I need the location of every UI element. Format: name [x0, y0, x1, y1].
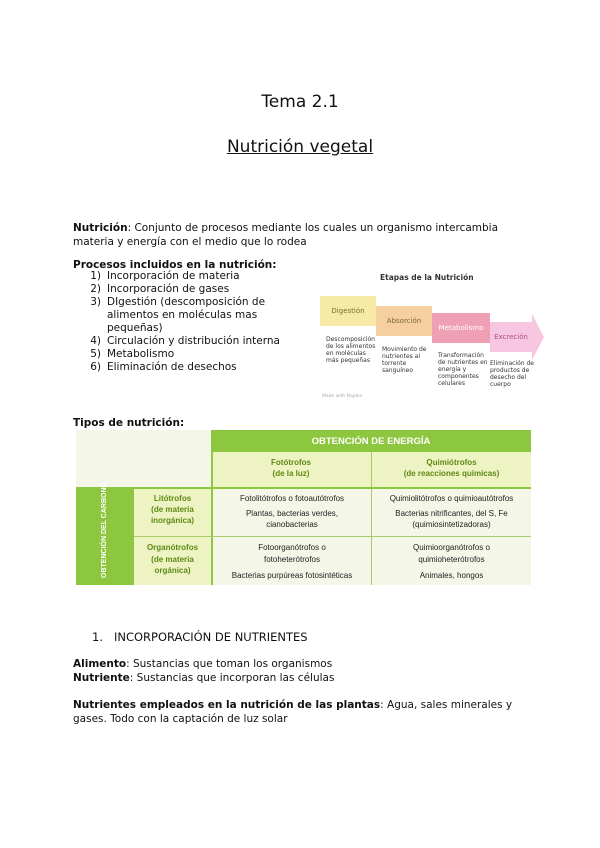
row1-subtitle: (de materia [151, 505, 194, 514]
section-title: INCORPORACIÓN DE NUTRIENTES [113, 630, 308, 644]
col1-subtitle: (de la luz) [272, 469, 310, 478]
cell-text: Quimioorganótrofos o [413, 543, 490, 552]
process-item [73, 335, 303, 348]
stage-digestion-label: Digestión [331, 307, 365, 315]
process-item [73, 283, 303, 296]
cell-text: Quimiolitótrofos o quimioautótrofos [389, 494, 514, 503]
stage-digestion [320, 296, 376, 326]
nutriente-line [73, 671, 533, 685]
row2-subtitle: (de materia [151, 555, 194, 564]
process-item [73, 361, 303, 374]
process-number: 3) [90, 296, 101, 308]
process-number: 4) [90, 335, 101, 347]
diagram-footer: Made with Napkin [322, 394, 363, 399]
divider [134, 487, 531, 489]
process-number: 5) [90, 348, 101, 360]
row1-subtitle: inorgánica) [150, 516, 195, 525]
stage-caption: Transformación de nutrientes en energía y componentes celulares [438, 352, 488, 387]
stage-metabolismo-label: Metabolismo [438, 324, 484, 332]
cell-text: fotoheterótrofos [263, 555, 321, 564]
alimento-text: : Sustancias que toman los organismos [126, 658, 333, 670]
definition-text: : Conjunto de procesos mediante los cuales un organismo intercambia materia y energía con el medio que lo rodea [73, 222, 499, 248]
cell-text: Plantas, bacterias verdes, [245, 509, 339, 518]
stage-caption: Movimiento de nutrientes al torrente sanguíneo [382, 346, 427, 374]
cell-text: (quimiosintetizadoras) [412, 520, 491, 529]
stage-excrecion [490, 322, 532, 352]
nutriente-text: : Sustancias que incorporan las células [129, 672, 335, 684]
tipos-heading: Tipos de nutrición: [73, 417, 185, 429]
cell-text: Bacterias purpúreas fotosintéticas [231, 571, 353, 580]
nutriente-term: Nutriente [73, 672, 130, 684]
arrow-head-icon [532, 314, 544, 360]
stages-diagram [318, 268, 540, 403]
row1-title: Litótrofos [153, 494, 192, 503]
process-item [73, 270, 303, 283]
process-number: 6) [90, 361, 101, 373]
process-text: Incorporación de gases [107, 283, 230, 295]
process-text: DIgestión (descomposición de alimentos en moléculas mas pequeñas) [107, 296, 266, 334]
section-heading [92, 630, 308, 644]
nutrition-types-table [76, 430, 531, 585]
cell-text: Bacterias nitrificantes, del S, Fe [395, 509, 508, 518]
process-heading: Procesos incluidos en la nutrición: [73, 259, 277, 271]
cell-text: Animales, hongos [419, 571, 484, 580]
process-number: 1) [90, 270, 101, 282]
diagram-title: Etapas de la Nutrición [380, 273, 474, 282]
stage-caption: Descomposición de los alimentos en moléculas más pequeñas [326, 336, 376, 364]
definition-term: Nutrición [73, 222, 128, 234]
carbon-header: OBTENCIÓN DEL CARBONO [101, 482, 108, 578]
stage-excrecion-label: Excreción [494, 333, 528, 341]
definition-paragraph [73, 221, 533, 249]
col2-subtitle: (de reacciones químicas) [403, 469, 500, 478]
plantas-paragraph [73, 698, 533, 726]
process-list [73, 270, 303, 374]
process-text: Metabolismo [107, 348, 175, 360]
process-item [73, 348, 303, 361]
col1-title: Fotótrofos [271, 458, 311, 467]
cell-text: quimioheterótrofos [418, 555, 485, 564]
section-number: 1. [92, 630, 103, 644]
energy-header: OBTENCIÓN DE ENERGÍA [211, 430, 531, 452]
col2-title: Quimiótrofos [426, 458, 477, 467]
cell-text: cianobacterias [266, 520, 318, 529]
stage-metabolismo [432, 313, 490, 343]
plantas-term: Nutrientes empleados en la nutrición de las plantas [73, 699, 381, 711]
process-text: Eliminación de desechos [107, 361, 237, 373]
alimento-term: Alimento [73, 658, 127, 670]
process-number: 2) [90, 283, 101, 295]
page-title: Tema 2.1 [261, 92, 339, 112]
row2-subtitle: orgánica) [154, 566, 191, 575]
stage-caption: Eliminación de productos de desecho del cuerpo [490, 360, 534, 388]
stage-absorcion-label: Absorción [386, 317, 422, 325]
process-text: Incorporación de materia [107, 270, 240, 282]
cell-text: Fotolitótrofos o fotoautótrofos [239, 494, 345, 503]
page-subtitle: Nutrición vegetal [226, 137, 374, 157]
plantas-text: : Agua, sales minerales y gases. Todo con la captación de luz solar [73, 699, 513, 725]
alimento-line [73, 657, 533, 671]
stage-absorcion [376, 306, 432, 336]
process-text: Circulación y distribución interna [107, 335, 280, 347]
row2-title: Organótrofos [146, 543, 199, 552]
cell-text: Fotoorganótrofos o [258, 543, 326, 552]
divider [134, 536, 531, 537]
process-item [73, 296, 303, 335]
